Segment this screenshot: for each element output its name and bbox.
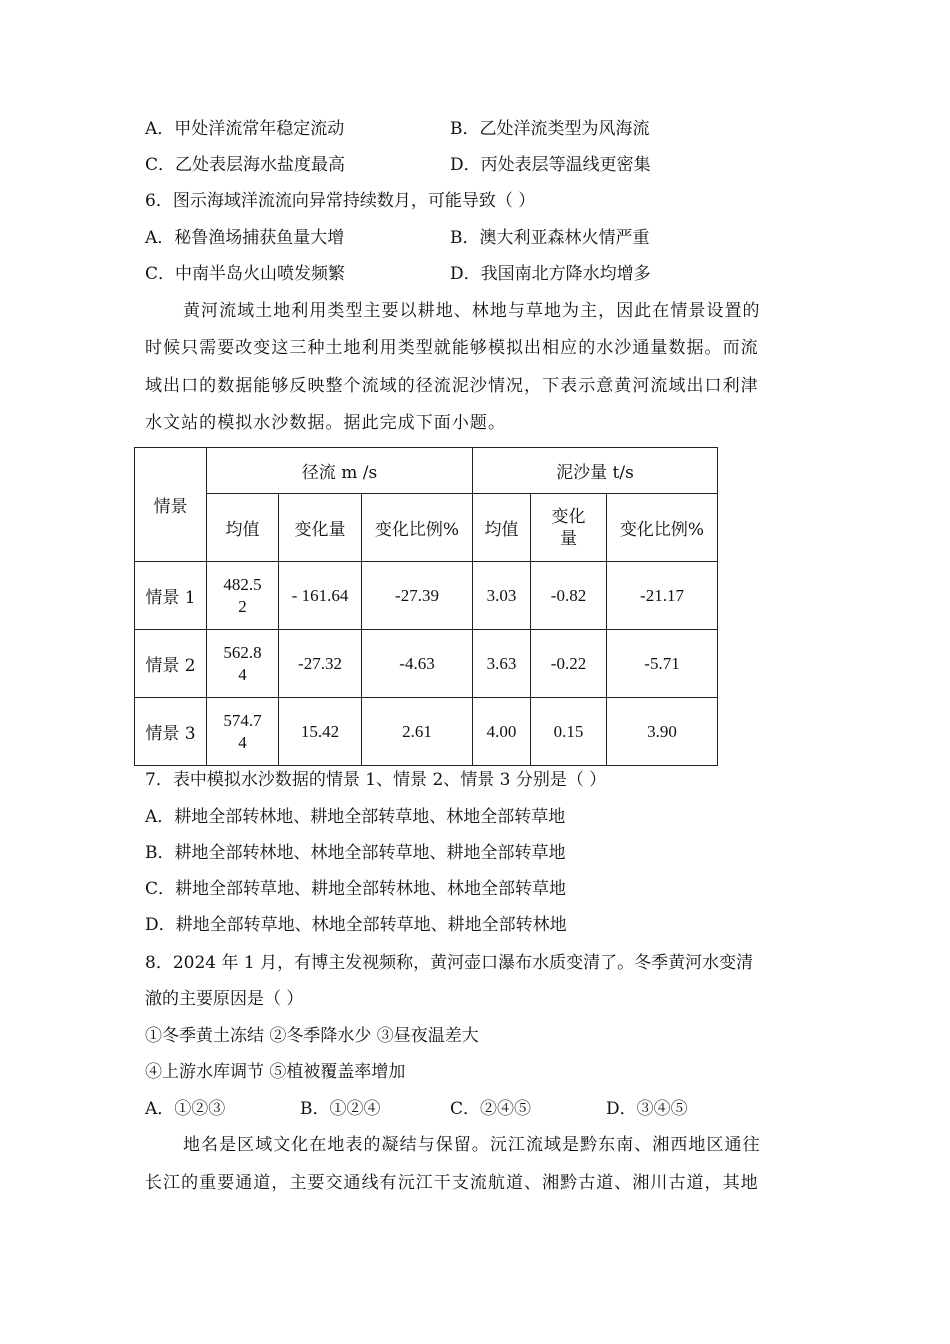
table-header-sediment: 泥沙量 t/s: [473, 448, 718, 494]
q7-option-b: B．耕地全部转林地、林地全部转草地、耕地全部转草地: [145, 843, 566, 863]
table-cell-sediment-ratio: 3.90: [607, 698, 718, 766]
q8-option-c: C．②④⑤: [450, 1099, 532, 1119]
table-subheader-sediment-change: 变化 量: [531, 494, 607, 562]
table-cell-sediment-change: -0.82: [531, 562, 607, 630]
table-cell-runoff-mean: 574.7 4: [207, 698, 279, 766]
table-cell-runoff-mean: 482.5 2: [207, 562, 279, 630]
q7-stem: 7．表中模拟水沙数据的情景 1、情景 2、情景 3 分别是（ ）: [145, 770, 607, 790]
q7-option-d: D．耕地全部转草地、林地全部转草地、耕地全部转林地: [145, 915, 567, 935]
q6-stem: 6．图示海域洋流流向异常持续数月，可能导致（ ）: [145, 191, 536, 211]
q6-option-a: A．秘鲁渔场捕获鱼量大增: [145, 228, 345, 248]
table-subheader-sediment-ratio: 变化比例%: [607, 494, 718, 562]
q8-option-d: D．③④⑤: [606, 1099, 688, 1119]
passage1-line-3: 域出口的数据能够反映整个流域的径流泥沙情况，下表示意黄河流域出口利津: [145, 376, 759, 396]
table-cell-scenario: 情景 2: [135, 630, 207, 698]
q8-items-line-1: ①冬季黄土冻结 ②冬季降水少 ③昼夜温差大: [145, 1026, 479, 1046]
table-cell-scenario: 情景 1: [135, 562, 207, 630]
q5-option-b: B．乙处洋流类型为风海流: [450, 119, 650, 139]
passage1-line-1: 黄河流域土地利用类型主要以耕地、林地与草地为主，因此在情景设置的: [183, 301, 761, 321]
table-cell-runoff-mean: 562.8 4: [207, 630, 279, 698]
q7-option-a: A．耕地全部转林地、耕地全部转草地、林地全部转草地: [145, 807, 566, 827]
passage1-line-2: 时候只需要改变这三种土地利用类型就能够模拟出相应的水沙通量数据。而流: [145, 338, 759, 358]
q8-option-b: B．①②④: [300, 1099, 381, 1119]
runoff-sediment-table: [134, 447, 718, 766]
table-cell-runoff-ratio: -4.63: [362, 630, 473, 698]
q6-option-d: D．我国南北方降水均增多: [450, 264, 651, 284]
table-subheader-runoff-change: 变化量: [279, 494, 362, 562]
q5-option-d: D．丙处表层等温线更密集: [450, 155, 651, 175]
table-cell-sediment-mean: 3.03: [473, 562, 531, 630]
table-subheader-runoff-mean: 均值: [207, 494, 279, 562]
table-header-runoff: 径流 m /s: [207, 448, 473, 494]
table-subheader-sediment-mean: 均值: [473, 494, 531, 562]
passage2-line-2: 长江的重要通道，主要交通线有沅江干支流航道、湘黔古道、湘川古道，其地: [145, 1173, 759, 1193]
q5-option-a: A．甲处洋流常年稳定流动: [145, 119, 345, 139]
table-cell-runoff-change: -27.32: [279, 630, 362, 698]
table-row: [135, 630, 718, 698]
q8-items-line-2: ④上游水库调节 ⑤植被覆盖率增加: [145, 1062, 406, 1082]
table-cell-scenario: 情景 3: [135, 698, 207, 766]
table-cell-runoff-change: - 161.64: [279, 562, 362, 630]
q8-stem-line-1: 8．2024 年 1 月，有博主发视频称，黄河壶口瀑布水质变清了。冬季黄河水变清: [145, 953, 754, 973]
table-cell-runoff-change: 15.42: [279, 698, 362, 766]
table-cell-sediment-change: -0.22: [531, 630, 607, 698]
q8-stem-line-2: 澈的主要原因是（ ）: [145, 989, 304, 1009]
table-header-scenario: 情景: [135, 448, 207, 562]
table-row: [135, 698, 718, 766]
table-row: [135, 562, 718, 630]
table-cell-sediment-mean: 4.00: [473, 698, 531, 766]
table-cell-runoff-ratio: 2.61: [362, 698, 473, 766]
table-cell-sediment-ratio: -5.71: [607, 630, 718, 698]
table-cell-sediment-ratio: -21.17: [607, 562, 718, 630]
passage1-line-4: 水文站的模拟水沙数据。据此完成下面小题。: [145, 413, 506, 433]
passage2-line-1: 地名是区域文化在地表的凝结与保留。沅江流域是黔东南、湘西地区通往: [183, 1135, 761, 1155]
q6-option-c: C．中南半岛火山喷发频繁: [145, 264, 346, 284]
q7-option-c: C．耕地全部转草地、耕地全部转林地、林地全部转草地: [145, 879, 567, 899]
q5-option-c: C．乙处表层海水盐度最高: [145, 155, 346, 175]
q6-option-b: B．澳大利亚森林火情严重: [450, 228, 650, 248]
q8-option-a: A．①②③: [145, 1099, 226, 1119]
table-subheader-runoff-ratio: 变化比例%: [362, 494, 473, 562]
table-cell-sediment-change: 0.15: [531, 698, 607, 766]
table-cell-runoff-ratio: -27.39: [362, 562, 473, 630]
table-cell-sediment-mean: 3.63: [473, 630, 531, 698]
